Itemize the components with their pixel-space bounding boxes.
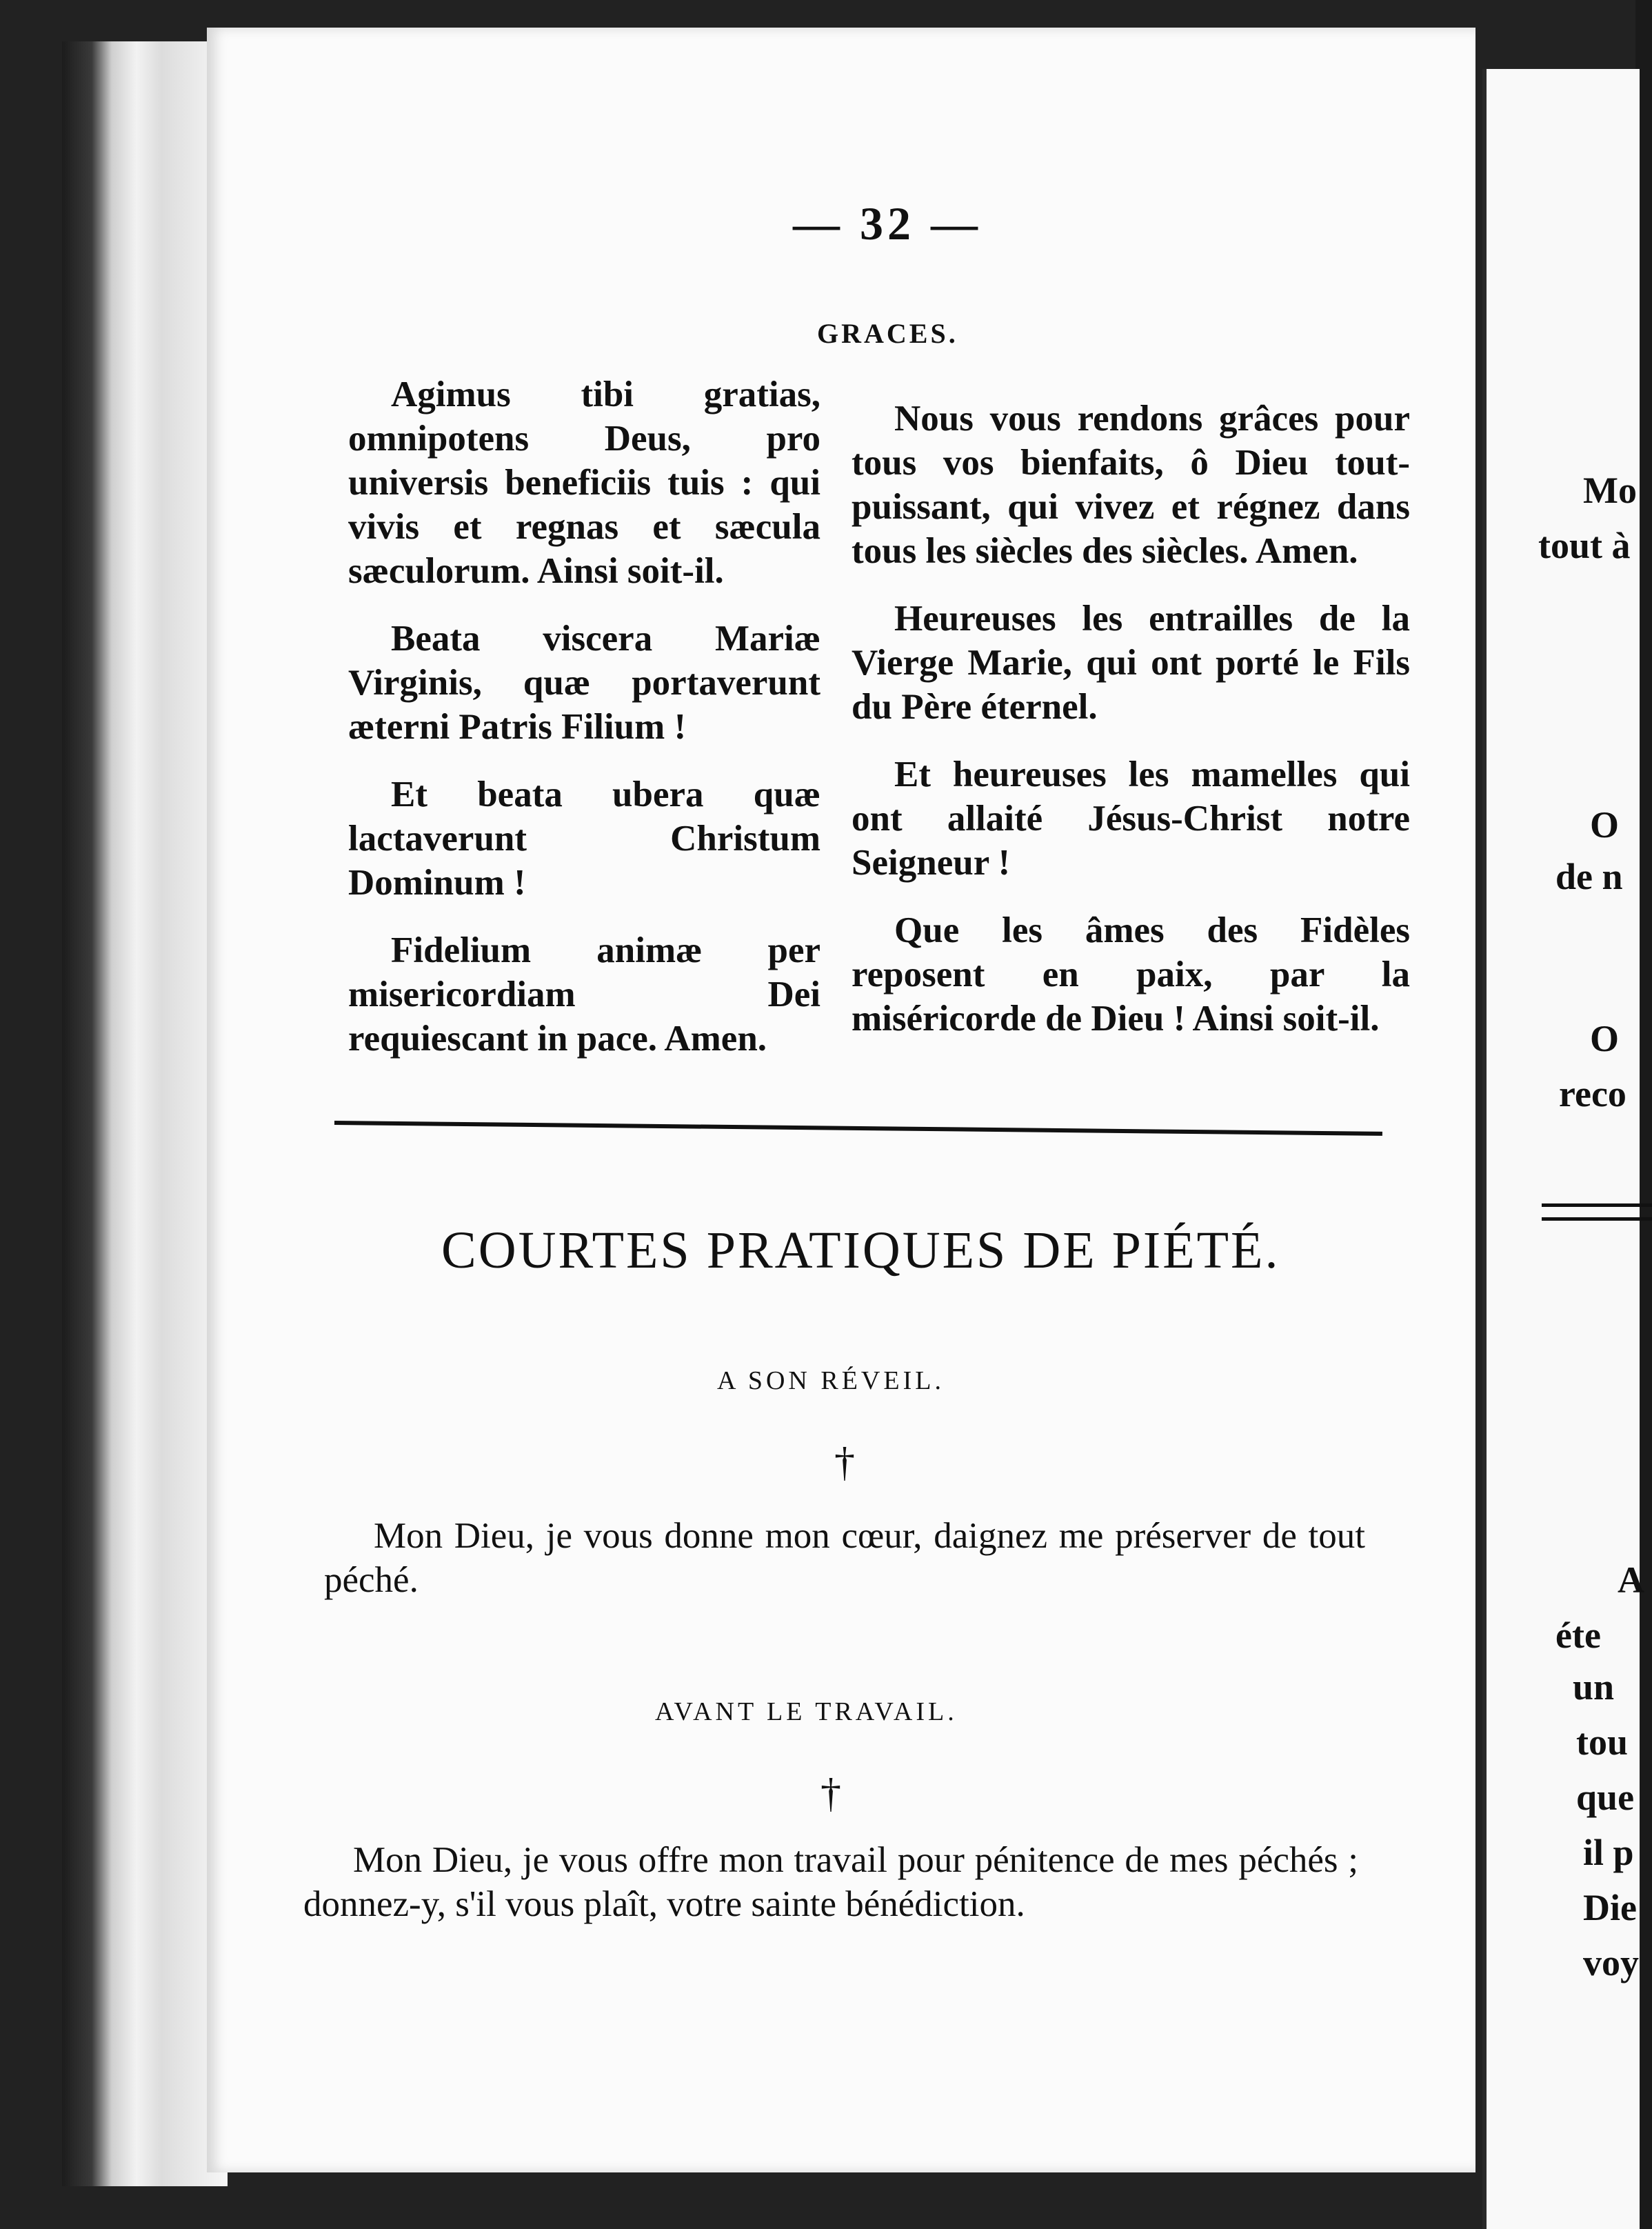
reveil-heading: A SON RÉVEIL. bbox=[717, 1366, 945, 1395]
latin-paragraph: Fidelium animæ per misericordiam Dei requiescant in pace. Amen. bbox=[348, 930, 820, 1059]
fragment-text: reco bbox=[1559, 1073, 1626, 1114]
fragment-text: O bbox=[1590, 804, 1620, 846]
travail-heading: AVANT LE TRAVAIL. bbox=[655, 1697, 958, 1726]
travail-prayer bbox=[303, 1838, 1358, 1926]
fragment-rule bbox=[1542, 1217, 1652, 1221]
fragment-text: de n bbox=[1555, 856, 1623, 897]
latin-paragraph: Beata viscera Mariæ Virginis, quæ portaverunt æterni Patris Filium ! bbox=[348, 619, 820, 747]
fragment-text: éte bbox=[1555, 1615, 1601, 1656]
page-number: — 32 — bbox=[793, 197, 982, 250]
facing-page-fragment bbox=[1482, 69, 1644, 2229]
cross-icon: † bbox=[820, 1770, 841, 1816]
latin-paragraph: Et beata ubera quæ lactaverunt Christum Dominum ! bbox=[348, 774, 820, 903]
book-page-edges bbox=[62, 41, 228, 2186]
fragment-rule bbox=[1542, 1203, 1652, 1207]
fragment-text: un bbox=[1573, 1666, 1615, 1708]
cross-icon: † bbox=[834, 1439, 855, 1485]
graces-heading: GRACES. bbox=[817, 318, 958, 349]
latin-column bbox=[348, 372, 820, 1084]
french-paragraph: Nous vous rendons grâces pour tous vos bienfaits, ô Dieu tout-puissant, qui vivez et régnez dans tous les siècles des siècles. Amen. bbox=[852, 399, 1410, 571]
reveil-prayer bbox=[324, 1514, 1365, 1602]
latin-paragraph: Agimus tibi gratias, omnipotens Deus, pro universis beneficiis tuis : qui vivis et regnas et sæcula sæculorum. Ainsi soit-il. bbox=[348, 374, 820, 591]
fragment-text: Die bbox=[1583, 1887, 1637, 1928]
fragment-text: il p bbox=[1583, 1832, 1634, 1873]
fragment-text: O bbox=[1590, 1018, 1620, 1059]
french-paragraph: Heureuses les entrailles de la Vierge Marie, qui ont porté le Fils du Père éternel. bbox=[852, 599, 1410, 727]
reveil-text: Mon Dieu, je vous donne mon cœur, daignez me préserver de tout péché. bbox=[324, 1516, 1365, 1600]
fragment-text: Mo bbox=[1583, 470, 1637, 511]
fragment-text: tou bbox=[1576, 1721, 1629, 1763]
fragment-text: tout à bbox=[1538, 525, 1631, 566]
fragment-text: que bbox=[1576, 1777, 1635, 1818]
fragment-text: voy bbox=[1583, 1942, 1639, 1983]
section-title: COURTES PRATIQUES DE PIÉTÉ. bbox=[441, 1221, 1280, 1279]
french-paragraph: Et heureuses les mamelles qui ont allaité Jésus-Christ notre Seigneur ! bbox=[852, 754, 1410, 883]
fragment-text: A bbox=[1618, 1559, 1644, 1601]
french-paragraph: Que les âmes des Fidèles reposent en paix, par la miséricorde de Dieu ! Ainsi soit-il. bbox=[852, 910, 1410, 1039]
french-column bbox=[852, 397, 1410, 1064]
travail-text: Mon Dieu, je vous offre mon travail pour pénitence de mes péchés ; donnez-y, s'il vous plaît, votre sainte bénédiction. bbox=[303, 1840, 1358, 1924]
